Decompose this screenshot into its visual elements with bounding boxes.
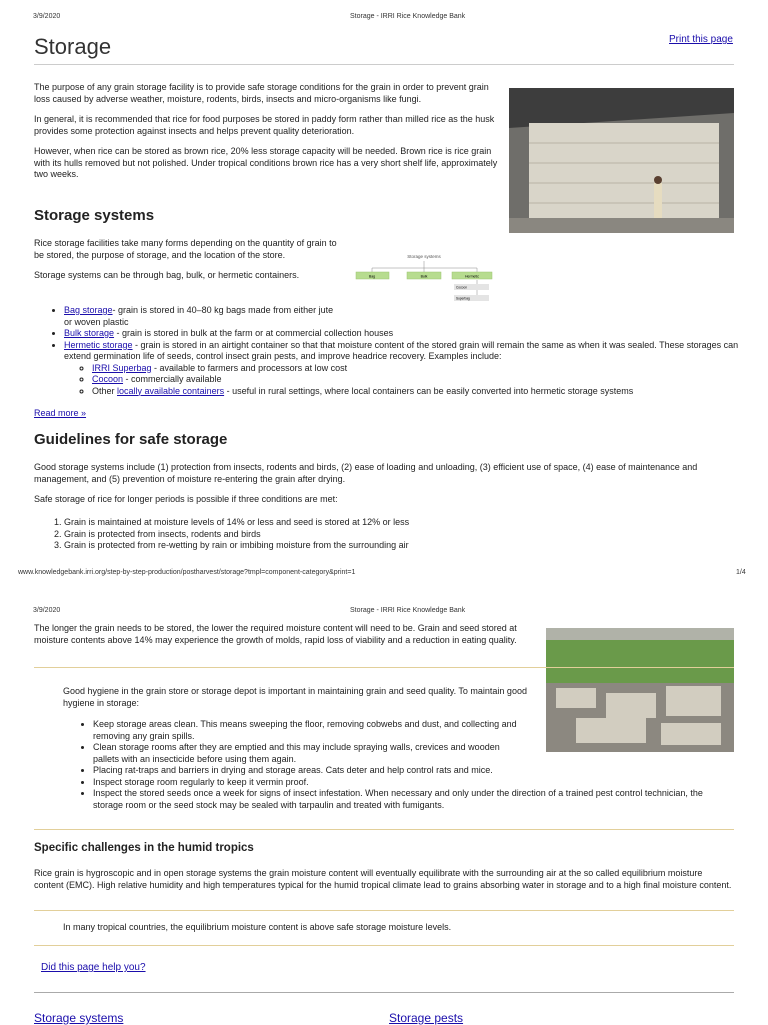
print-doc-title: Storage - IRRI Rice Knowledge Bank — [350, 13, 466, 20]
list-item: • Clean storage rooms after they are emptied and this may include spraying walls, crevices and wooden pallets with an insecticide before using them again. — [93, 742, 523, 765]
print-doc-title: Storage - IRRI Rice Knowledge Bank — [350, 607, 466, 614]
item-text: - grain is stored in an airtight container so that that moisture content of the stored grain will remain the same as when it was sealed. These storages can extend germination life of seeds, control insect grain pests, and improve headrice recovery. Examples include: — [64, 339, 739, 361]
emc-note: In many tropical countries, the equilibrium moisture content is above safe storage moisture levels. — [63, 922, 452, 932]
list-item: • Inspect storage room regularly to keep it vermin proof. — [93, 777, 733, 789]
local-containers-link[interactable]: locally available containers — [117, 385, 225, 396]
bulk-storage-link[interactable]: Bulk storage — [64, 328, 115, 338]
systems-paragraph: Rice storage facilities take many forms depending on the quantity of grain to be stored, the purpose of storage, and the location of the store. — [34, 238, 337, 260]
read-more-link[interactable]: Read more » — [34, 408, 87, 418]
diagram-label: Hermetic — [464, 274, 480, 279]
item-text: - commercially available — [123, 374, 222, 384]
hygiene-paragraph: Good hygiene in the grain store or storage depot is important in maintaining grain and seed quality. To maintain good hygiene in storage: — [63, 686, 527, 708]
guidelines-heading: Guidelines for safe storage — [34, 431, 228, 448]
list-item: • Inspect the stored seeds once a week for signs of insect infestation. When necessary and only under the direction of a trained pest control technician, the storage room or the seed stock may be sealed with tarpaulin and treated with fumigants. — [93, 788, 733, 811]
diagram-label: Superbag — [456, 296, 470, 301]
storage-types-list — [34, 305, 744, 397]
item-text: - grain is stored in 40–80 kg bags made from either jute or woven plastic — [64, 305, 334, 327]
nav-link-storage-systems[interactable]: Storage systems — [34, 1011, 124, 1025]
item-text: - grain is stored in bulk at the farm or at commercial collection houses — [114, 328, 394, 338]
guidelines-paragraph: Good storage systems include (1) protection from insects, rodents and birds, (2) ease of loading and unloading, (3) efficient use of space, (4) ease of maintenance and management, and (5) prevention of moisture re-entering the grain after drying. — [34, 462, 698, 484]
challenges-heading: Specific challenges in the humid tropics — [34, 842, 254, 854]
diagram-label: Cocoon — [456, 285, 467, 290]
intro-section — [34, 82, 504, 181]
hygiene-list — [63, 719, 733, 811]
page-title: Storage — [34, 34, 112, 59]
storage-systems-diagram — [352, 248, 497, 308]
item-text: Other — [92, 385, 118, 396]
systems-paragraph: Storage systems can be through bag, bulk, or hermetic containers. — [34, 270, 300, 280]
intro-paragraph: However, when rice can be stored as brown rice, 20% less storage capacity will be needed. Brown rice is rice grain with its hulls removed but not polished. Under tropical conditions brown rice has a very short shelf life, approximately two weeks. — [34, 146, 498, 179]
list-item — [92, 363, 744, 375]
warehouse-photo — [509, 88, 734, 233]
list-item — [92, 374, 744, 386]
list-item — [64, 328, 744, 340]
list-item: • Placing rat-traps and barriers in drying and storage areas. Cats deter and help control rats and mice. — [93, 765, 733, 777]
footer-url: www.knowledgebank.irri.org/step-by-step-production/postharvest/storage?tmpl=component-category&print=1 — [18, 569, 356, 576]
nav-link-storage-pests[interactable]: Storage pests — [389, 1011, 464, 1025]
list-item: 3. Grain is protected from re-wetting by rain or imbibing moisture from the surrounding air — [64, 540, 734, 552]
print-page-link[interactable]: Print this page — [669, 34, 733, 45]
guidelines-paragraph: Safe storage of rice for longer periods is possible if three conditions are met: — [34, 494, 338, 504]
intro-paragraph: The purpose of any grain storage facility is to provide safe storage conditions for the grain in order to prevent grain loss caused by adverse weather, moisture, rodents, birds, insects and micro-organisms like fungi. — [34, 82, 489, 104]
conditions-list — [34, 517, 734, 552]
list-item — [64, 340, 744, 398]
feedback-link[interactable]: Did this page help you? — [41, 962, 146, 973]
intro-paragraph: In general, it is recommended that rice for food purposes be stored in paddy form rather than milled rice as the husk provides some protection against insects and helps prevent quality deterioration. — [34, 114, 495, 136]
cocoon-link[interactable]: Cocoon — [92, 374, 124, 384]
page-number: 1/4 — [736, 569, 746, 576]
bag-storage-link[interactable]: Bag storage — [64, 305, 113, 315]
challenges-paragraph: Rice grain is hygroscopic and in open storage systems the grain moisture content will eventually equilibrate with the surrounding air at the so called equilibrium moisture content (EMC). High relative humidity and high temperatures typical for the humid tropical climate lead to grains absorbing water in storage and to a high final moisture content. — [34, 868, 732, 890]
list-item — [92, 386, 744, 398]
moisture-paragraph: The longer the grain needs to be stored, the lower the required moisture content will need to be. Grain and seed stored at moisture contents above 14% may experience the growth of molds, rapid loss of viability and a reduction in eating quality. — [34, 623, 517, 645]
storage-systems-heading: Storage systems — [34, 207, 155, 224]
print-date: 3/9/2020 — [33, 607, 61, 614]
irri-superbag-link[interactable]: IRRI Superbag — [92, 362, 152, 373]
print-date: 3/9/2020 — [33, 13, 61, 20]
item-text: - available to farmers and processors at low cost — [151, 362, 348, 373]
list-item: 1. Grain is maintained at moisture levels of 14% or less and seed is stored at 12% or less — [64, 517, 734, 529]
diagram-label: Bag — [368, 274, 376, 279]
list-item — [64, 305, 334, 328]
hermetic-storage-link[interactable]: Hermetic storage — [64, 339, 133, 350]
diagram-label: Bulk — [420, 274, 428, 279]
diagram-title: Storage systems — [407, 254, 441, 259]
list-item: • Keep storage areas clean. This means sweeping the floor, removing cobwebs and dust, and collecting and removing any grain spills. — [93, 719, 523, 742]
list-item: 2. Grain is protected from insects, rodents and birds — [64, 529, 734, 541]
item-text: - useful in rural settings, where local containers can be easily converted into hermetic storage systems — [224, 385, 634, 396]
